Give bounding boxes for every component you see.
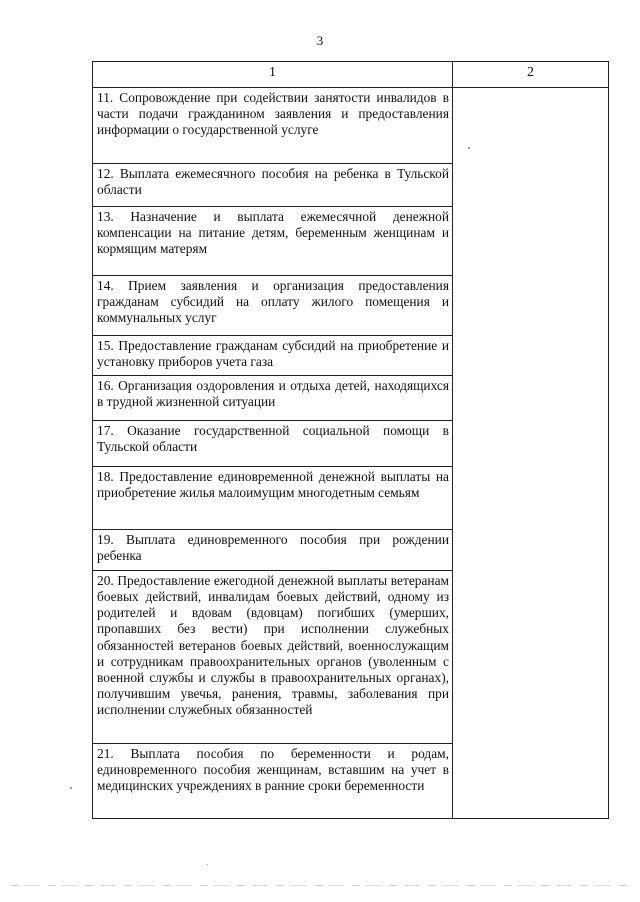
column-2-cell (453, 88, 609, 819)
page-number: 3 (316, 33, 324, 48)
service-cell: 13. Назначение и выплата ежемесячной денежной компенсации на питание детям, беременным женщинам и кормящим матерям (93, 207, 453, 276)
table-header-row (93, 62, 609, 88)
column-header-1: 1 (93, 62, 453, 88)
scan-speck (207, 864, 208, 865)
services-table (92, 61, 609, 819)
service-cell: 19. Выплата единовременного пособия при рождении ребенка (93, 530, 453, 571)
service-cell: 20. Предоставление ежегодной денежной выплаты ветеранам боевых действий, инвалидам боевых действий, одному из родителей и вдовам (вдовцам) погибших (умерших, пропавших без вести) при исполнении служебных обязанностей ветеранов боевых действий, военнослужащим и сотрудникам правоохранительных органов (уволенным с военной службы и службы в правоохранительных органах), получившим увечья, ранения, травмы, заболевания при исполнении служебных обязанностей (93, 571, 453, 744)
service-cell: 15. Предоставление гражданам субсидий на приобретение и установку приборов учета газа (93, 336, 453, 376)
service-cell: 21. Выплата пособия по беременности и родам, единовременного пособия женщинам, вставшим на учет в медицинских учреждениях в ранние сроки беременности (93, 744, 453, 819)
service-cell: 11. Сопровождение при содействии занятости инвалидов в части подачи гражданином заявления и предоставления информации о государственной услуге (93, 88, 453, 164)
scan-artifact-line (10, 885, 630, 886)
service-cell: 12. Выплата ежемесячного пособия на ребенка в Тульской области (93, 164, 453, 207)
scan-speck (70, 787, 72, 789)
service-cell: 14. Прием заявления и организация предоставления гражданам субсидий на оплату жилого помещения и коммунальных услуг (93, 276, 453, 336)
service-cell: 16. Организация оздоровления и отдыха детей, находящихся в трудной жизненной ситуации (93, 376, 453, 421)
column-header-2: 2 (453, 62, 609, 88)
service-cell: 18. Предоставление единовременной денежной выплаты на приобретение жилья малоимущим многодетным семьям (93, 467, 453, 530)
table-row (93, 88, 609, 164)
service-cell: 17. Оказание государственной социальной помощи в Тульской области (93, 421, 453, 467)
scan-speck (468, 147, 470, 149)
